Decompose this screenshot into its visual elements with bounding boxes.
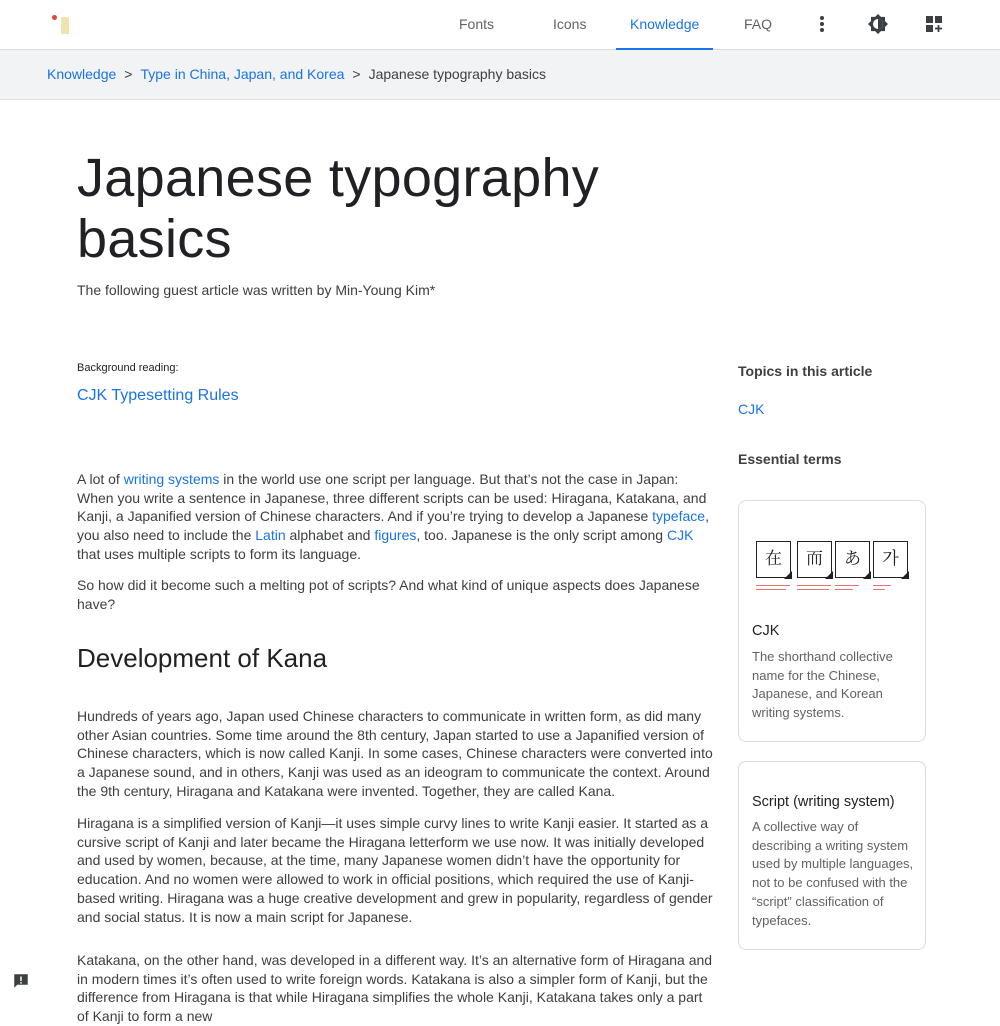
glyph-fold — [863, 571, 871, 579]
apps-add-icon[interactable] — [922, 12, 946, 36]
glyph-char: 而 — [806, 549, 823, 569]
text-span: , you also need to include the — [77, 508, 709, 544]
breadcrumb-cjk-type[interactable]: Type in China, Japan, and Korea — [140, 66, 345, 82]
logo-bar — [61, 17, 69, 34]
glyph-char: あ — [844, 549, 861, 569]
caption-line — [797, 585, 831, 586]
glyph-japanese-kanji — [797, 541, 832, 578]
article-byline: The following guest article was written by Min-Young Kim* — [77, 282, 436, 298]
link-latin[interactable]: Latin — [255, 527, 286, 544]
caption-line — [873, 585, 891, 586]
background-reading-link[interactable]: CJK Typesetting Rules — [77, 387, 239, 404]
breadcrumb-knowledge[interactable]: Knowledge — [47, 66, 117, 82]
text-span: that uses multiple scripts to form its language. — [77, 545, 362, 562]
glyph-char: 가 — [882, 549, 899, 569]
caption-line — [835, 589, 853, 590]
kana-paragraph-2: Hiragana is a simplified version of Kanji—it uses simple curvy lines to write Kanji easier. It started as a cursive script of Kanji and later became the Hiragana letterform we use now. It was initially developed and used by women, because, at the time, many Japanese women didn’t have the opportunity for education. And no women were allowed to work in official positions, which required the use of Kanji-based writing. Hiragana was a huge creative development and grew in popularity, regardless of gender and social status. It is now a main script for Japanese. — [77, 815, 713, 925]
term-description: The shorthand collective name for the Chinese, Japanese, and Korean writing systems. — [752, 649, 893, 721]
glyph-char: 在 — [765, 549, 782, 569]
feedback-icon[interactable] — [12, 972, 30, 990]
glyph-fold — [901, 571, 909, 579]
term-title: Script (writing system) — [752, 794, 895, 810]
top-app-bar — [0, 0, 1000, 50]
caption-line — [873, 589, 885, 590]
glyph-chinese — [756, 541, 791, 578]
intro-paragraph — [77, 470, 717, 564]
glyph-fold — [825, 571, 833, 579]
breadcrumb-bar — [0, 50, 1000, 100]
text-span: in the world use one script per language. But that’s not the case in Japan: When you write a sentence in Japanese, three different scripts can be used: Hiragana, Katakana, and Kanji, a Japanified version of Chinese characters. And if you’re trying to develop a Japanese — [77, 471, 707, 525]
breadcrumb-separator: > — [124, 66, 133, 82]
term-card-script[interactable] — [738, 761, 926, 950]
more-vert-icon[interactable] — [810, 12, 834, 36]
nav-icons[interactable]: Icons — [553, 16, 587, 32]
logo-dot — [52, 15, 57, 20]
link-cjk[interactable]: CJK — [666, 527, 694, 544]
caption-line — [756, 585, 790, 586]
nav-fonts[interactable]: Fonts — [459, 16, 495, 32]
topics-heading: Topics in this article — [738, 363, 873, 379]
text-span: A lot of — [77, 471, 124, 487]
kana-paragraph-1: Hundreds of years ago, Japan used Chinese characters to communicate in written form, as did many other Asian countries. Some time around the 8th century, Japan started to use a Japanified version of Chinese characters, which is now called Kanji. In some cases, Chinese characters were converted into a Japanese sound, and in others, Kanji was used as an ideogram to communicate the context. Around the 9th century, Hiragana and Katakana were invented. Together, they are called Kana. — [77, 708, 713, 799]
link-figures[interactable]: figures — [374, 527, 417, 544]
term-description: A collective way of describing a writing system used by multiple languages, not to be confused with the “script” classification of typefaces. — [752, 819, 914, 928]
breadcrumb-separator: > — [352, 66, 361, 82]
site-logo[interactable] — [52, 15, 72, 35]
caption-line — [756, 589, 786, 590]
essential-terms-heading: Essential terms — [738, 451, 842, 467]
kana-paragraph-3: Katakana, on the other hand, was developed in a different way. It’s an alternative form of Hiragana and in modern times it’s often used to write foreign words. Katakana is also a simpler form of Kanji, but the difference from Hiragana is that while Hiragana simplifies the whole Kanji, Katakana takes only a part of Kanji to form a new — [77, 952, 713, 1025]
breadcrumb — [47, 66, 546, 82]
nav-knowledge[interactable]: Knowledge — [630, 0, 699, 49]
glyph-japanese-kana — [835, 541, 870, 578]
text-span: , too. Japanese is the only script among — [416, 527, 667, 544]
breadcrumb-current: Japanese typography basics — [368, 66, 547, 82]
text-span: alphabet and — [285, 527, 375, 544]
topic-link-cjk[interactable]: CJK — [738, 401, 765, 417]
page-title: Japanese typography basics — [77, 148, 600, 269]
caption-line — [835, 585, 859, 586]
section-heading-kana: Development of Kana — [77, 643, 328, 673]
term-card-cjk[interactable] — [738, 500, 926, 742]
caption-line — [797, 589, 829, 590]
glyph-fold — [784, 571, 792, 579]
glyph-korean — [873, 541, 908, 578]
brightness-theme-icon[interactable] — [866, 12, 890, 36]
question-paragraph: So how did it become such a melting pot of scripts? And what kind of unique aspects does Japanese have? — [77, 577, 700, 612]
nav-faq[interactable]: FAQ — [744, 16, 773, 32]
background-reading-label: Background reading: — [77, 362, 179, 374]
link-typeface[interactable]: typeface — [652, 508, 706, 525]
term-title: CJK — [752, 623, 780, 639]
link-writing-systems[interactable]: writing systems — [123, 471, 220, 487]
